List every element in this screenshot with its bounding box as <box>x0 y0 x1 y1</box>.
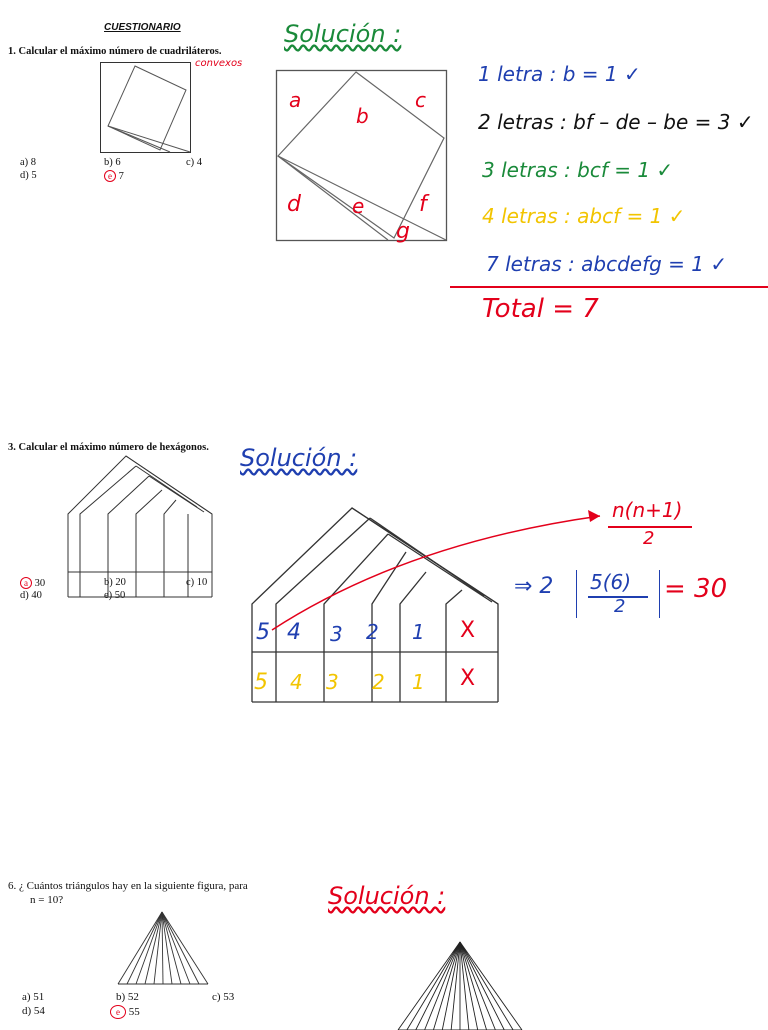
count-3-letras: 3 letras : bcf = 1 ✓ <box>482 158 674 182</box>
answer-circle: e <box>110 1005 126 1019</box>
answer-circle: a <box>20 577 32 589</box>
fan-line <box>162 912 163 984</box>
fan-line <box>127 912 162 984</box>
q6-title-line1: 6. ¿ Cuántos triángulos hay en la siguiente figura, para <box>8 880 248 892</box>
region-label-e: e <box>352 194 365 218</box>
q3-formula-top: n(n+1) <box>612 498 683 522</box>
q1-option-e-value: 7 <box>118 171 124 182</box>
q3-result-num: 5(6) <box>590 570 632 594</box>
count-7-letras: 7 letras : abcdefg = 1 ✓ <box>486 252 728 276</box>
section-q6 <box>0 870 768 1024</box>
fan-line <box>162 912 181 984</box>
region-label-g: g <box>396 219 410 244</box>
row1-count-5: 1 <box>412 620 425 644</box>
q3-formula-bottom: 2 <box>643 528 655 549</box>
row1-count-4: 2 <box>366 620 379 644</box>
fan-line <box>145 912 162 984</box>
row1-count-3: 3 <box>330 622 343 646</box>
q1-convexos-note: convexos <box>195 58 243 69</box>
q6-figure-solution <box>408 940 518 1030</box>
q3-solution-label: Solución : <box>240 444 358 472</box>
q3-option-c[interactable]: c) 10 <box>186 577 208 588</box>
q6-solution-label: Solución : <box>328 882 446 910</box>
fan-line <box>460 942 495 1030</box>
fan-line <box>425 942 460 1030</box>
q3-option-a-value: 30 <box>34 578 46 589</box>
q3-option-a[interactable] <box>20 577 45 589</box>
q6-option-c[interactable]: c) 53 <box>212 991 235 1003</box>
region-label-d: d <box>287 192 301 217</box>
fan-line <box>162 912 208 984</box>
q6-option-a[interactable]: a) 51 <box>22 991 45 1003</box>
q1-option-e[interactable] <box>104 170 124 182</box>
q1-option-d[interactable]: d) 5 <box>20 170 37 181</box>
q3-result-value: = 30 <box>664 574 728 604</box>
total-divider <box>450 286 768 288</box>
fan-line <box>162 912 199 984</box>
section-q3 <box>0 430 768 730</box>
row2-count-6: X <box>460 666 476 691</box>
fan-line <box>162 912 190 984</box>
row2-count-5: 1 <box>412 670 425 694</box>
q6-title-line2: n = 10? <box>30 894 64 906</box>
row1-count-1: 5 <box>256 620 270 645</box>
q3-result-prefix: ⇒ 2 <box>514 574 554 599</box>
row1-count-2: 4 <box>287 620 301 645</box>
row2-count-2: 4 <box>290 670 303 694</box>
q3-result-den: 2 <box>614 596 626 617</box>
q6-option-d[interactable]: d) 54 <box>22 1005 45 1017</box>
count-1-letra: 1 letra : b = 1 ✓ <box>478 62 641 86</box>
region-label-f: f <box>419 192 427 217</box>
q1-option-a[interactable]: a) 8 <box>20 157 37 168</box>
q1-option-c[interactable]: c) 4 <box>186 157 203 168</box>
row2-count-4: 2 <box>372 670 385 694</box>
q1-option-b[interactable]: b) 6 <box>104 157 121 168</box>
count-4-letras: 4 letras : abcf = 1 ✓ <box>482 204 686 228</box>
q6-figure-small <box>110 910 230 990</box>
q6-option-e[interactable] <box>110 1005 140 1019</box>
cuestionario-heading: CUESTIONARIO <box>104 22 181 33</box>
q3-option-b[interactable]: b) 20 <box>104 577 126 588</box>
q1-figure-solution <box>276 70 456 250</box>
fan-line <box>162 912 172 984</box>
q3-option-e[interactable]: e) 50 <box>104 590 126 601</box>
q6-option-b[interactable]: b) 52 <box>116 991 139 1003</box>
row1-count-6: X <box>460 618 476 643</box>
region-label-b: b <box>356 104 369 128</box>
q1-solution-label: Solución : <box>284 20 402 48</box>
q6-option-e-value: 55 <box>128 1006 140 1018</box>
q1-total: Total = 7 <box>482 294 599 324</box>
answer-circle: e <box>104 170 116 182</box>
section-q1 <box>0 0 768 360</box>
count-2-letras: 2 letras : bf – de – be = 3 ✓ <box>478 110 754 134</box>
row2-count-3: 3 <box>326 670 339 694</box>
q1-figure-small <box>100 62 200 162</box>
q1-title: 1. Calcular el máximo número de cuadriláteros. <box>8 46 222 57</box>
row2-count-1: 5 <box>254 670 268 695</box>
q3-option-d[interactable]: d) 40 <box>20 590 42 601</box>
region-label-a: a <box>289 88 302 112</box>
q3-title: 3. Calcular el máximo número de hexágonos. <box>8 442 209 453</box>
region-label-c: c <box>415 88 426 112</box>
